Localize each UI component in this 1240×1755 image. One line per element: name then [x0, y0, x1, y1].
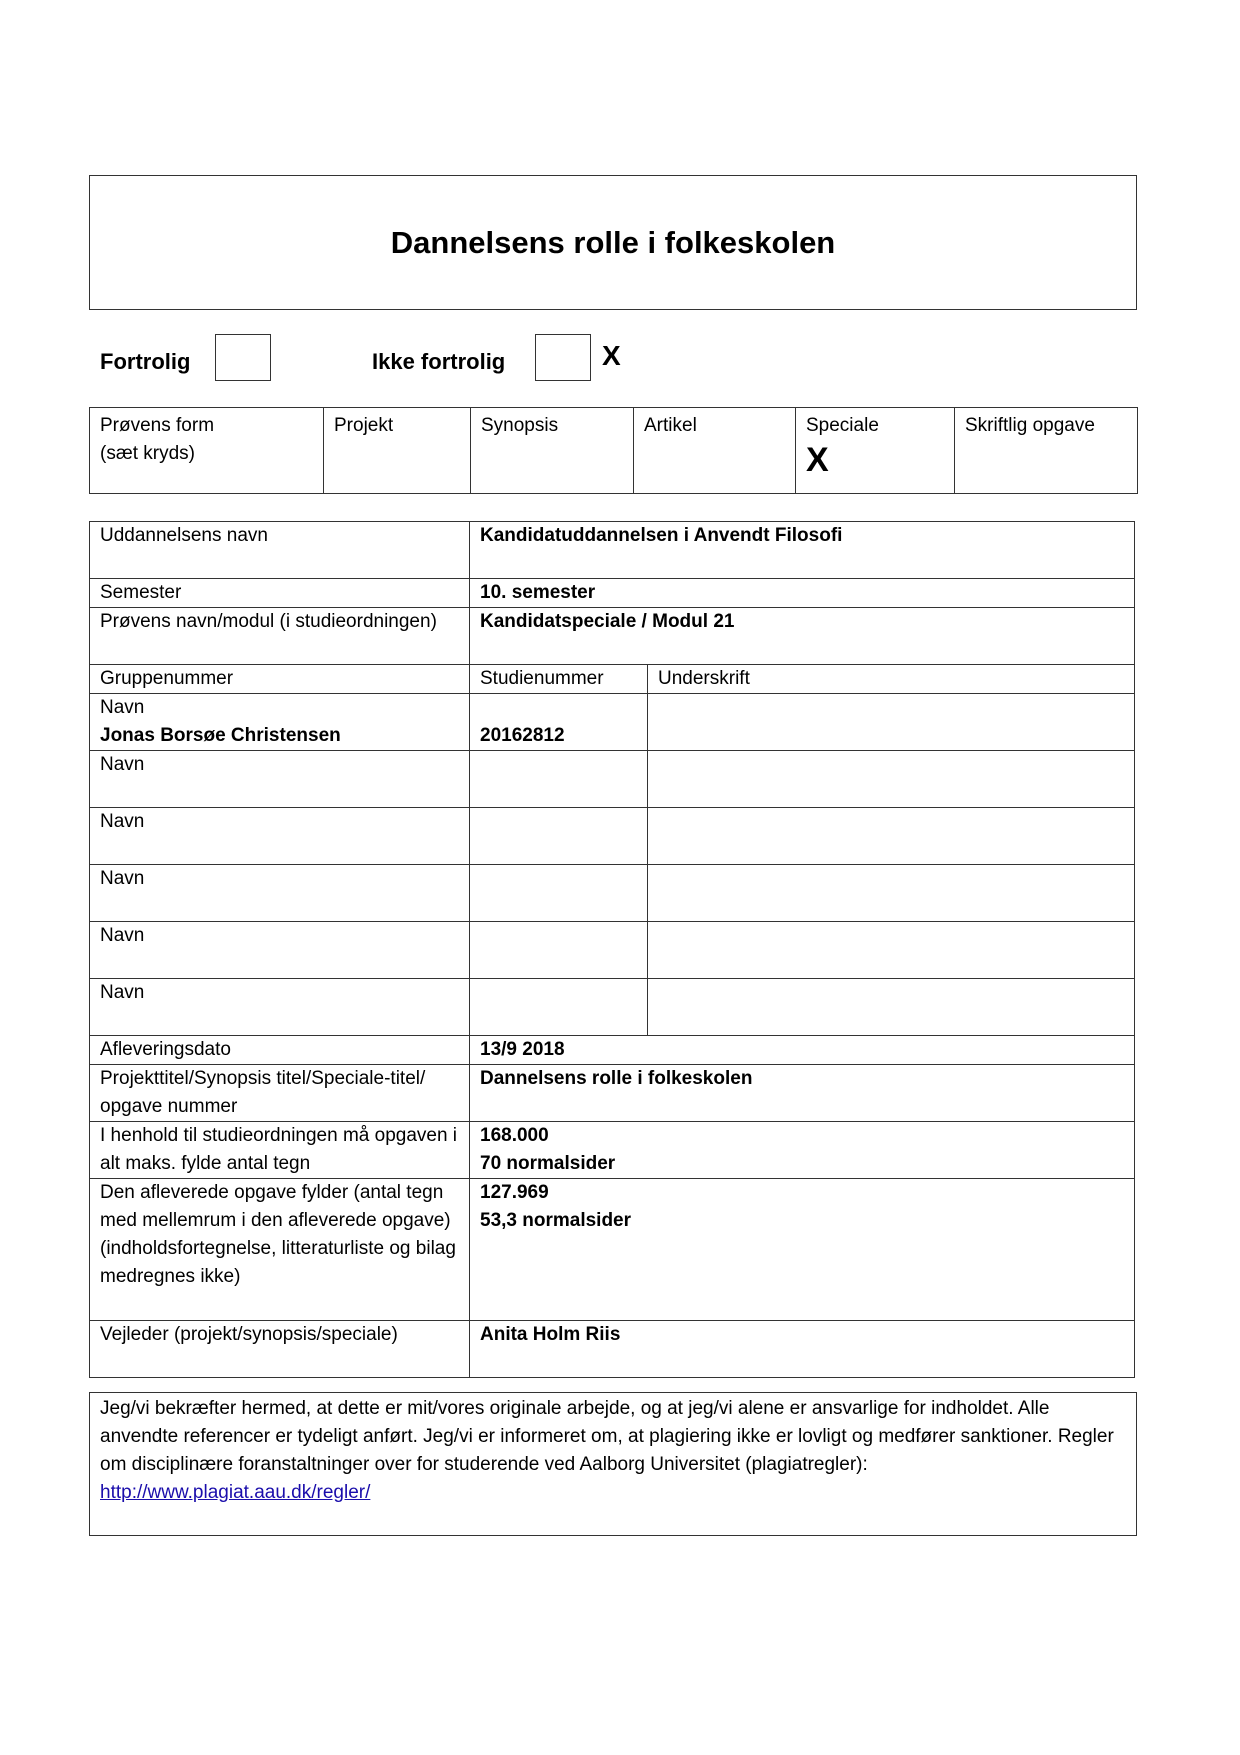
name-cell: Navn — [90, 751, 470, 808]
signature-cell[interactable] — [648, 808, 1135, 865]
declaration-text: Jeg/vi bekræfter hermed, at dette er mit/vores originale arbejde, og at jeg/vi alene er ansvarlige for indholdet. Alle anvendte referencer er tydeligt anført. Jeg/vi er informeret om, at plagiering ikke er lovligt og medfører sanktioner. Regler om disciplinære foranstaltninger over for studerende ved Aalborg Universitet (plagiatregler): — [100, 1398, 1114, 1475]
semester-value: 10. semester — [470, 579, 1135, 608]
signature-cell[interactable] — [648, 751, 1135, 808]
plagiarism-rules-link[interactable]: http://www.plagiat.aau.dk/regler/ — [100, 1482, 371, 1503]
not-confidential-mark: X — [602, 340, 621, 371]
supervisor-value: Anita Holm Riis — [470, 1321, 1135, 1378]
delivery-date-label: Afleveringsdato — [90, 1036, 470, 1065]
name-cell: Navn — [90, 979, 470, 1036]
info-table — [89, 521, 1135, 1378]
project-title-label: Projekttitel/Synopsis titel/Speciale-titel/ opgave nummer — [90, 1065, 470, 1122]
exam-name-label: Prøvens navn/modul (i studieordningen) — [90, 608, 470, 665]
exam-form-label: Prøvens form (sæt kryds) — [90, 408, 324, 494]
exam-form-option-projekt[interactable]: Projekt — [324, 408, 471, 494]
education-label: Uddannelsens navn — [90, 522, 470, 579]
signature-cell[interactable] — [648, 694, 1135, 751]
project-title-value: Dannelsens rolle i folkeskolen — [470, 1065, 1135, 1122]
exam-form-option-skriftlig-opgave[interactable]: Skriftlig opgave — [955, 408, 1138, 494]
speciale-mark: X — [806, 441, 829, 479]
exam-name-value: Kandidatspeciale / Modul 21 — [470, 608, 1135, 665]
actual-characters-label: Den afleverede opgave fylder (antal tegn med mellemrum i den afleverede opgave) (indholdsfortegnelse, litteraturliste og bilag medregnes ikke) — [90, 1179, 470, 1321]
signature-cell[interactable] — [648, 979, 1135, 1036]
exam-form-option-artikel[interactable]: Artikel — [634, 408, 796, 494]
signature-header: Underskrift — [648, 665, 1135, 694]
exam-form-table — [89, 407, 1138, 494]
name-cell: Navn Jonas Borsøe Christensen — [90, 694, 470, 751]
student-number-header: Studienummer — [470, 665, 648, 694]
student-number-cell[interactable] — [470, 979, 648, 1036]
group-number-label: Gruppenummer — [90, 665, 470, 694]
student-number-cell[interactable] — [470, 865, 648, 922]
actual-characters-value: 127.969 53,3 normalsider — [470, 1179, 1135, 1321]
page-title: Dannelsens rolle i folkeskolen — [390, 224, 836, 260]
supervisor-label: Vejleder (projekt/synopsis/speciale) — [90, 1321, 470, 1378]
student-number-cell[interactable] — [470, 808, 648, 865]
name-cell: Navn — [90, 865, 470, 922]
confidential-checkbox[interactable] — [215, 334, 271, 381]
student-name: Jonas Borsøe Christensen — [100, 725, 341, 746]
signature-cell[interactable] — [648, 922, 1135, 979]
title-box — [89, 175, 1137, 310]
student-number: 20162812 — [480, 725, 565, 746]
not-confidential-checkbox[interactable] — [535, 334, 591, 381]
declaration-box — [89, 1392, 1137, 1536]
max-characters-label: I henhold til studieordningen må opgaven i alt maks. fylde antal tegn — [90, 1122, 470, 1179]
exam-form-option-speciale[interactable]: Speciale X — [796, 408, 955, 494]
name-cell: Navn — [90, 808, 470, 865]
semester-label: Semester — [90, 579, 470, 608]
student-number-cell[interactable] — [470, 751, 648, 808]
exam-form-option-synopsis[interactable]: Synopsis — [471, 408, 634, 494]
not-confidential-label: Ikke fortrolig — [372, 349, 506, 374]
education-value: Kandidatuddannelsen i Anvendt Filosofi — [470, 522, 1135, 579]
name-cell: Navn — [90, 922, 470, 979]
student-number-cell — [470, 694, 648, 751]
max-characters-value: 168.000 70 normalsider — [470, 1122, 1135, 1179]
signature-cell[interactable] — [648, 865, 1135, 922]
student-number-cell[interactable] — [470, 922, 648, 979]
delivery-date-value: 13/9 2018 — [470, 1036, 1135, 1065]
confidential-label: Fortrolig — [100, 349, 191, 374]
